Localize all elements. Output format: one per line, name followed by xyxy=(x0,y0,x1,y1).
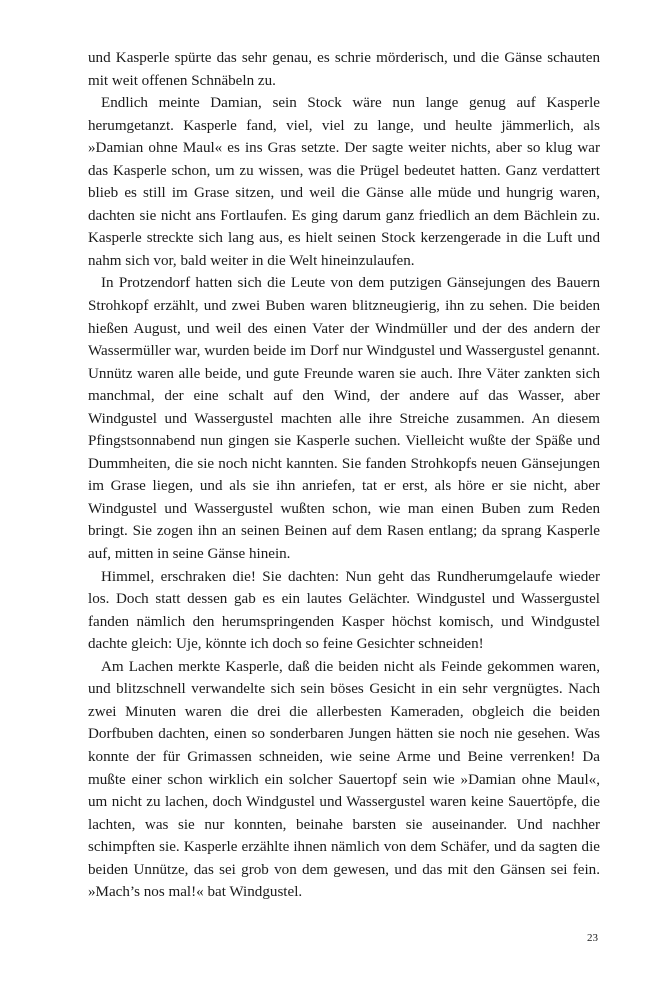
paragraph-4: Himmel, erschraken die! Sie dachten: Nun geht das Rundherumgelaufe wieder los. Doch statt dessen gab es ein lautes Gelächter. Windgustel und Wassergustel fanden nämlich den herumspringenden Kasper höchst komisch, und Windgustel dachte gleich: Uje, könnte ich doch so feine Gesichter schneiden! xyxy=(88,568,600,653)
paragraph-5: Am Lachen merkte Kasperle, daß die beiden nicht als Feinde gekommen waren, und blitzschnell verwandelte sich sein böses Gesicht in ein sehr vergnügtes. Nach zwei Minuten waren die drei die allerbesten Kameraden, obgleich die beiden Dorfbuben dachten, einen so sonderbaren Jungen hätten sie noch nie gesehen. Was konnte der für Grimassen schneiden, wie seine Arme und Beine verrenken! Da mußte einer schon wirklich ein solcher Sauertopf sein wie »Damian ohne Maul«, um nicht zu lachen, doch Windgustel und Wassergustel waren keine Sauertöpfe, die lachten, was sie nur konnten, beinahe barsten sie auseinander. Und nachher schimpften sie. Kasperle erzählte ihnen nämlich von dem Schäfer, und da sagten die beiden Unnütze, das sei grob von dem gewesen, und das mit den Gänsen sei fein. »Mach’s nos mal!« bat Windgustel. xyxy=(88,658,600,901)
paragraph-1: und Kasperle spürte das sehr genau, es schrie mörderisch, und die Gänse schauten mit weit offenen Schnäbeln zu. xyxy=(88,50,600,89)
paragraph-2: Endlich meinte Damian, sein Stock wäre nun lange genug auf Kasperle herumgetanzt. Kasperle fand, viel, viel zu lange, und heulte jämmerlich, als »Damian ohne Maul« es ins Gras setzte. Der sagte weiter nichts, aber so klug war das Kasperle schon, um zu wissen, was die Prügel bedeutet hatten. Ganz verdattert blieb es still im Grase sitzen, und weil die Gänse alle müde und hungrig waren, dachten sie nicht ans Fortlaufen. Es ging darum ganz friedlich an dem Bächlein zu. Kasperle streckte sich lang aus, es hielt seinen Stock kerzengerade in die Luft und nahm sich vor, bald weiter in die Welt hineinzulaufen. xyxy=(88,95,600,269)
page-number: 23 xyxy=(587,932,598,944)
body-text xyxy=(88,47,600,904)
paragraph-3: In Protzendorf hatten sich die Leute von dem putzigen Gänsejungen des Bauern Strohkopf erzählt, und zwei Buben waren blitzneugierig, ihn zu sehen. Die beiden hießen August, und weil des einen Vater der Windmüller und der des andern der Wassermüller war, wurden beide im Dorf nur Windgustel und Wassergustel genannt. Unnütz waren alle beide, und gute Freunde waren sie auch. Ihre Väter zankten sich manchmal, der eine schalt auf den Wind, der andere auf das Wasser, aber Windgustel und Wassergustel machten alle ihre Streiche zusammen. An diesem Pfingstsonnabend nun gingen sie Kasperle suchen. Vielleicht wußte der Späße und Dummheiten, die sie noch nicht kannten. Sie fanden Strohkopfs neuen Gänsejungen im Grase liegen, und als sie ihn anriefen, tat er erst, als höre er sie nicht, aber Windgustel und Wassergustel wußten schon, wie man einen Buben zum Reden bringt. Sie zogen ihn an seinen Beinen auf dem Rasen entlang; da sprang Kasperle auf, mitten in seine Gänse hinein. xyxy=(88,275,600,563)
